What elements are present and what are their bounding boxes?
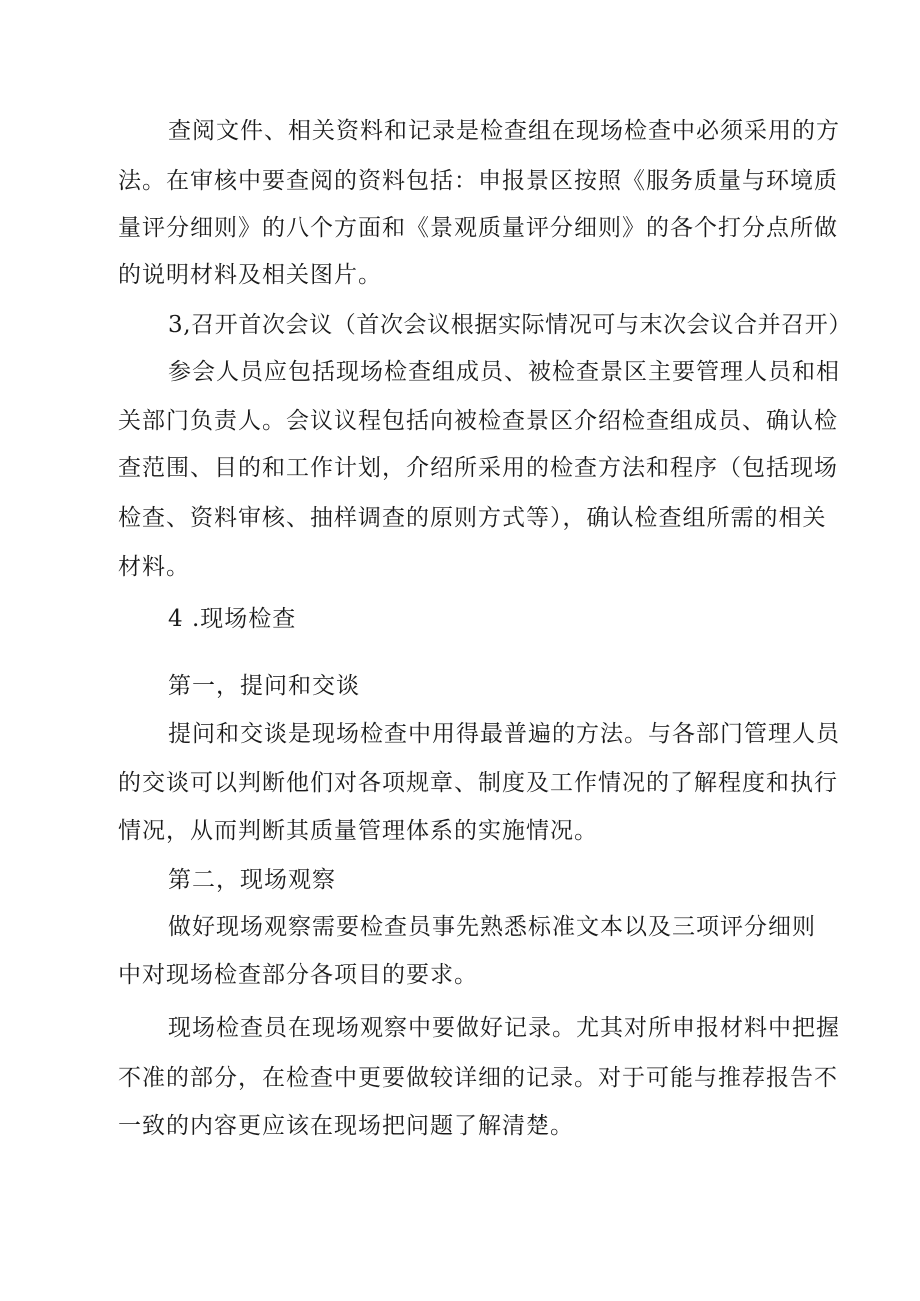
paragraph-4-line-1: 做好现场观察需要检查员事先熟悉标准文本以及三项评分细则 — [168, 914, 816, 940]
subheading-1: 第一，提问和交谈 — [168, 673, 360, 699]
paragraph-3-line-1: 提问和交谈是现场检查中用得最普遍的方法。与各部门管理人员 — [168, 721, 840, 747]
paragraph-2-line-1: 参会人员应包括现场检查组成员、被检查景区主要管理人员和相 — [168, 359, 840, 385]
paragraph-2-line-3: 查范围、目的和工作计划，介绍所采用的检查方法和程序（包括现场 — [118, 455, 838, 481]
subheading-2: 第二，现场观察 — [168, 867, 336, 893]
section-heading-3: 3,召开首次会议（首次会议根据实际情况可与末次会议合并召开） — [168, 312, 852, 338]
paragraph-1-line-3: 量评分细则》的八个方面和《景观质量评分细则》的各个打分点所做 — [118, 215, 838, 241]
section-heading-4: 4 .现场检查 — [168, 606, 297, 632]
paragraph-5-line-3: 一致的内容更应该在现场把问题了解清楚。 — [118, 1113, 574, 1139]
paragraph-5-line-2: 不准的部分，在检查中更要做较详细的记录。对于可能与推荐报告不 — [118, 1065, 838, 1091]
paragraph-1-line-4: 的说明材料及相关图片。 — [118, 262, 382, 288]
paragraph-5-line-1: 现场检查员在现场观察中要做好记录。尤其对所申报材料中把握 — [168, 1015, 840, 1041]
paragraph-4-line-2: 中对现场检查部分各项目的要求。 — [118, 962, 478, 988]
paragraph-1-line-2: 法。在审核中要查阅的资料包括：申报景区按照《服务质量与环境质 — [118, 168, 838, 194]
paragraph-3-line-3: 情况，从而判断其质量管理体系的实施情况。 — [118, 818, 598, 844]
paragraph-2-line-4: 检查、资料审核、抽样调查的原则方式等），确认检查组所需的相关 — [118, 505, 827, 531]
paragraph-2-line-2: 关部门负责人。会议议程包括向被检查景区介绍检查组成员、确认检 — [118, 408, 838, 434]
paragraph-2-line-5: 材料。 — [118, 554, 190, 580]
paragraph-3-line-2: 的交谈可以判断他们对各项规章、制度及工作情况的了解程度和执行 — [118, 770, 838, 796]
paragraph-1-line-1: 查阅文件、相关资料和记录是检查组在现场检查中必须采用的方 — [168, 118, 840, 144]
